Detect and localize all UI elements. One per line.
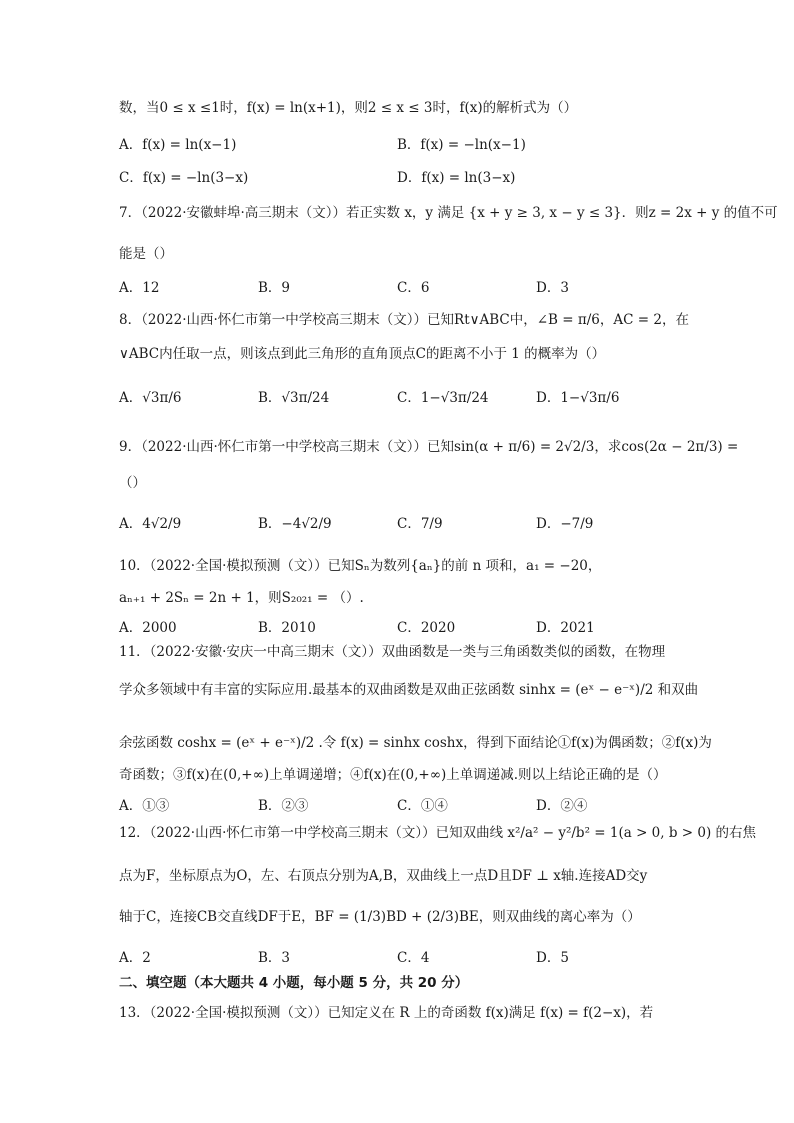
q12-option-b: B．3 [258, 950, 291, 966]
q8-option-b: B．√3π/24 [258, 390, 330, 406]
q7-option-b: B．9 [258, 280, 291, 296]
q11-stem-line-3: 余弦函数 coshx = (eˣ + e⁻ˣ)/2 .令 f(x) = sinhx coshx，得到下面结论①f(x)为偶函数；②f(x)为 [119, 735, 712, 751]
q6-options-row-1 [0, 133, 794, 151]
q8-option-a: A．√3π/6 [119, 390, 182, 406]
q10-option-a: A．2000 [119, 620, 177, 636]
q8-stem-line-1: 8．（2022·山西·怀仁市第一中学校高三期末（文））已知Rt∨ABC中，∠B = π/6，AC = 2，在 [119, 312, 689, 328]
q12-option-c: C．4 [397, 950, 430, 966]
section-heading-fill-in: 二、填空题（本大题共 4 小题，每小题 5 分，共 20 分） [119, 975, 469, 991]
q9-option-b: B．−4√2/9 [258, 516, 332, 532]
q7-stem-line-1: 7．（2022·安徽蚌埠·高三期末（文））若正实数 x，y 满足 {x + y ≥ 3, x − y ≤ 3}．则z = 2x + y 的值不可 [119, 205, 778, 221]
q6-option-a: A．f(x) = ln(x−1) [119, 137, 237, 153]
q7-stem-line-2: 能是（） [119, 246, 173, 262]
q10-stem-line-2: aₙ₊₁ + 2Sₙ = 2n + 1，则S₂₀₂₁ = （）. [119, 590, 364, 606]
q6-option-b: B．f(x) = −ln(x−1) [397, 137, 526, 153]
q6-stem-line: 数，当0 ≤ x ≤1时，f(x) = ln(x+1)，则2 ≤ x ≤ 3时，f(x)的解析式为（） [119, 100, 578, 116]
q11-option-b: B．②③ [258, 798, 309, 814]
q10-options [0, 616, 794, 634]
q6-option-d: D．f(x) = ln(3−x) [397, 170, 516, 186]
q6-option-c: C．f(x) = −ln(3−x) [119, 170, 249, 186]
q11-stem-line-4: 奇函数；③f(x)在(0,+∞)上单调递增；④f(x)在(0,+∞)上单调递减.则以上结论正确的是（） [119, 767, 667, 783]
q12-option-a: A．2 [119, 950, 151, 966]
q8-stem-line-2: ∨ABC内任取一点，则该点到此三角形的直角顶点C的距离不小于 1 的概率为（） [119, 346, 606, 362]
q7-options [0, 276, 794, 294]
q10-option-c: C．2020 [397, 620, 456, 636]
q9-option-c: C．7/9 [397, 516, 443, 532]
q6-options-row-2 [0, 166, 794, 184]
q12-options [0, 946, 794, 964]
q8-option-d: D．1−√3π/6 [536, 390, 620, 406]
q7-option-d: D．3 [536, 280, 569, 296]
q10-stem-line-1: 10．（2022·全国·模拟预测（文））已知Sₙ为数列{aₙ}的前 n 项和，a₁ = −20， [119, 558, 602, 574]
q13-stem-line-1: 13．（2022·全国·模拟预测（文））已知定义在 R 上的奇函数 f(x)满足 f(x) = f(2−x)，若 [119, 1005, 654, 1021]
q7-option-c: C．6 [397, 280, 430, 296]
q9-stem-line-2: （） [119, 475, 146, 491]
q11-options [0, 794, 794, 812]
q9-option-d: D．−7/9 [536, 516, 594, 532]
q9-options [0, 512, 794, 530]
q8-option-c: C．1−√3π/24 [397, 390, 489, 406]
q12-stem-line-1: 12．（2022·山西·怀仁市第一中学校高三期末（文））已知双曲线 x²/a² − y²/b² = 1(a > 0, b > 0) 的右焦 [119, 825, 757, 841]
q10-option-d: D．2021 [536, 620, 595, 636]
q12-stem-line-2: 点为F，坐标原点为O，左、右顶点分别为A,B，双曲线上一点D且DF ⊥ x轴.连接AD交y [119, 868, 648, 884]
q11-stem-line-1: 11．（2022·安徽·安庆一中高三期末（文））双曲函数是一类与三角函数类似的函数，在物理 [119, 644, 666, 660]
q11-option-a: A．①③ [119, 798, 170, 814]
q12-option-d: D．5 [536, 950, 569, 966]
q10-option-b: B．2010 [258, 620, 316, 636]
q7-option-a: A．12 [119, 280, 160, 296]
q8-options [0, 386, 794, 404]
q9-option-a: A．4√2/9 [119, 516, 182, 532]
q11-option-c: C．①④ [397, 798, 448, 814]
q11-stem-line-2: 学众多领域中有丰富的实际应用.最基本的双曲函数是双曲正弦函数 sinhx = (eˣ − e⁻ˣ)/2 和双曲 [119, 682, 699, 698]
q12-stem-line-3: 轴于C，连接CB交直线DF于E，BF = (1/3)BD + (2/3)BE，则双曲线的离心率为（） [119, 909, 641, 925]
q11-option-d: D．②④ [536, 798, 588, 814]
q9-stem-line-1: 9．（2022·山西·怀仁市第一中学校高三期末（文））已知sin(α + π/6) = 2√2/3，求cos(2α − 2π/3) = [119, 439, 739, 455]
